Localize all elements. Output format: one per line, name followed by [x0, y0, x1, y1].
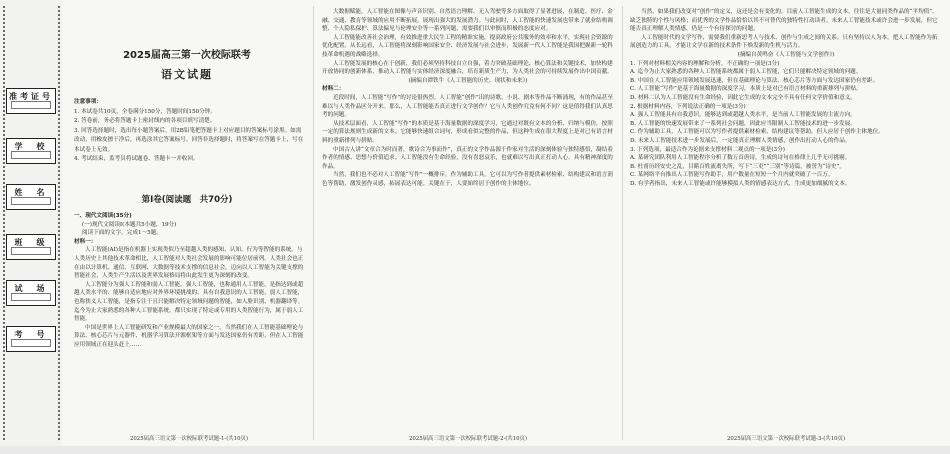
admission-number-box[interactable] [6, 88, 56, 114]
paragraph: 大数据赋能，人工智能在图像与声音识别、自然语言理解、无人驾驶等多方面取得了显著进展，在制造、医疗、金融、交通、教育等领域的应用不断拓展，展现出强大的发展潜力。与此同时，人工智能的快速发展也带来了就业结构调整、个人隐私保护、算法偏见与伦理安全等一系列问题，需要我们以审慎而积极的态度应对。 [322, 9, 613, 33]
seal-dotted-line [3, 6, 5, 440]
class-box[interactable] [6, 234, 56, 260]
question-stem: 2. 根据材料内容，下列说法正确的一项是(3分) [630, 103, 746, 110]
notes-block [74, 98, 304, 165]
paragraph: 人工智能(AI)是指在机器上实现类似乃至超越人类的感知、认知、行为等智能的系统。与人类历史上其他技术革命相比，人工智能对人类社会发展的影响可能位居前列。人类社会也正在由以计算机、通信、互联网、大数据等技术支撑的信息社会，迈向以人工智能为关键支撑的智能社会，人类生产生活以及世界发展格局将由此发生更为深刻的改变。 [74, 247, 304, 280]
paragraph: 从技术层面看，人工智能“写作”的本质是基于海量数据的深度学习，它通过对既有文本的分析、归纳与模仿，按照一定的算法规则生成新的文本。它能够快速组合词句，形成看似完整的作品，但这种生成在很大程度上是对已有语言材料的重新排列与拼贴。 [322, 120, 613, 144]
note-item: 4. 考试结束，监考员将试题卷、答题卡一并收回。 [74, 156, 199, 162]
subsection-heading: (一)现代文阅读Ⅰ(本题共5小题，19分) [82, 221, 177, 228]
seal-dotted-line [58, 6, 60, 440]
exam-title: 2025届高三第一次校际联考 [123, 50, 251, 61]
question-stem: 1. 下列对材料相关内容的理解和分析，不正确的一项是(3分) [630, 60, 780, 67]
paragraph: 当然，如果我们改变对“创作”的定义，这还是会有变化的。目前人工智能生成的文本，往往是大量同类作品的“平均值”，缺乏独特的个性与风格；而优秀的文学作品恰恰以其不可替代的独特性打动读者。未来人工智能技术或许会进一步发展，但它能否真正理解人类情感，仍是一个有待探讨的问题。 [630, 9, 938, 33]
paragraph: 人工智能分为强人工智能和弱人工智能。强人工智能，也称通用人工智能，是指达到或超越人类水平的、能够自适应地应对外界环境挑战的、具有自我意识的人工智能。弱人工智能，也称狭义人工智能，是指专注于且只能解决特定领域问题的智能，如人脸识别、机器翻译等。迄今为止大家熟悉的各种人工智能系统，都只实现了特定或专用的人类智能行为，属于弱人工智能。 [74, 281, 304, 323]
material-label: 材料二： [322, 86, 345, 93]
notes-heading: 注意事项： [74, 99, 102, 105]
question-option: B. 人工智能的快速发展带来了一系列社会问题，因此应当限制人工智能技术的进一步发展。 [630, 120, 856, 127]
paragraph: 中国是世界上人工智能研发和产业规模最大的国家之一。当然我们在人工智能基础理论与算法、核心芯片与元器件、机器学习算法开源框架等方面与发达国家仍有差距，但在人工智能应用领域正在迎头赶上…… [74, 324, 304, 348]
section-heading: 一、现代文阅读(35分) [74, 213, 132, 219]
note-item: 3. 回答选择题时，选出每小题答案后，用2B铅笔把答题卡上对应题目的答案标号涂黑。如需改动，用橡皮擦干净后，再选涂其它答案标号。回答非选择题时，将答案写在答题卡上，写在本试卷上无效。 [74, 127, 304, 153]
paragraph: 人工智能能改善社会治理，有效推进重大民生工程的精准实施，提高政府公共服务的效率和水平，实现社会资源的优化配置。从长远看，人工智能将深刻影响国家安全、经济发展与社会进步，发展新一代人工智能是我国把握新一轮科技革命机遇的战略选择。 [322, 34, 613, 58]
field-blank [11, 293, 51, 301]
field-label: 学 校 [14, 142, 48, 151]
question-option: C. 作为辅助工具，人工智能可以为写作者提供素材检索、结构建议等帮助，但人应居于创作主体地位。 [630, 129, 884, 136]
school-box[interactable] [6, 138, 56, 164]
question-stem: 3. 下列选项，最适合作为论据来支撑材料二观点的一项是(3分) [630, 146, 785, 153]
field-blank [11, 101, 51, 109]
material-label: 材料一： [74, 238, 97, 245]
question-option: D. 未来人工智能技术进一步发展后，一定能真正理解人类情感，创作出打动人心的作品。 [630, 137, 851, 144]
paragraph: 近段时间，人工智能“写作”的讨论很热烈。人工智能“创作”出的诗歌、小说、剧本等作品不断涌现，有的作品甚至难以与人类作品区分开来。那么，人工智能能否真正进行文学创作？它与人类创作究竟有何不同？这是值得我们认真思考的问题。 [322, 94, 613, 119]
question-option: A. 强人工智能具有自我意识，能够达到或超越人类水平，是当前人工智能发展的主流方向。 [630, 112, 856, 119]
field-label: 准考证号 [9, 92, 53, 101]
part-heading: 第Ⅰ卷(阅读题 共70分) [141, 195, 233, 205]
note-item: 2. 答卷前，务必将答题卡上密封线内的各项目填写清楚。 [74, 118, 216, 124]
page-footer: 2025届高三语文第一次校际联考试题-2-(共10页) [408, 436, 528, 442]
field-blank [11, 151, 51, 159]
page3-body [630, 8, 942, 454]
source-citation: (摘编自谭铁牛《人工智能的历史、现状和未来》) [408, 77, 528, 84]
question-option: A. 迄今为止大家熟悉的各种人工智能系统都属于弱人工智能，它们只能解决特定领域的问题。 [630, 69, 862, 76]
question-option: B. 杜甫历经安史之乱，目睹百姓流离失所，写下“三吏”“三别”等诗篇，被誉为“诗史”。 [630, 163, 846, 170]
field-label: 试 场 [14, 284, 48, 293]
exam-number-box[interactable] [6, 326, 56, 352]
page1-body [74, 212, 304, 350]
paragraph: 人工智能发展的核心在于创新，我们必须坚持科技自立自强，着力突破基础理论、核心算法和关键技术，加快构建开放协同的创新体系，推动人工智能与实体经济深度融合，培育新质生产力，为人类社会的可持续发展作出中国贡献。 [322, 60, 613, 76]
field-blank [11, 247, 51, 255]
note-item: 1. 本试卷共10页，全卷满分150分，答题时间150分钟。 [74, 108, 216, 115]
question-option: C. 某网络平台推出人工智能写作助手，用户数量在短短一个月内就突破了一百万。 [630, 172, 834, 179]
page-divider [622, 6, 623, 440]
page-divider [313, 6, 314, 440]
subject-title: 语文试题 [161, 68, 213, 81]
question-option: C. 人工智能“写作”是基于海量数据的深度学习，本质上是对已有语言材料的重新排列与拼贴。 [630, 86, 862, 93]
paragraph: 中国古人讲“文章合为时而著，歌诗合为事而作”，真正的文学作品源于作家对生活的深刻体验与独特感悟，凝结着作者的情感、思想与价值追求。人工智能没有生命经验，没有喜怒哀乐，也就难以写出真正打动人心、具有精神深度的作品。 [322, 146, 613, 170]
exam-room-box[interactable] [6, 280, 56, 306]
question-option: B. 中国在人工智能应用领域发展迅速，但在基础理论与算法、核心芯片等方面与发达国家仍有差距。 [630, 77, 879, 84]
field-blank [11, 339, 51, 347]
paragraph: 人工智能时代的文学写作，需要我们重新思考人与技术、创作与生成之间的关系。只有坚持以人为本，把人工智能作为拓展创造力的工具，才能让文学在新的技术条件下焕发新的生机与活力。 [630, 34, 938, 50]
paragraph: 当然，我们也不必对人工智能“写作”一概排斥。作为辅助工具，它可以为写作者提供素材检索、结构建议和语言润色等帮助，激发创作灵感，拓展表达可能。关键在于，人要始终居于创作的主体地位。 [322, 172, 613, 187]
field-label: 考 号 [14, 330, 48, 339]
question-option: D. 材料二认为人工智能没有生命经验，因此它生成的文本完全不具有任何文学价值和意义。 [630, 94, 856, 101]
field-label: 姓 名 [14, 188, 48, 197]
page-footer: 2025届高三语文第一次校际联考试题-3-(共10页) [726, 436, 846, 442]
binding-margin [0, 0, 62, 446]
reading-instruction: 阅读下面的文字，完成1～5题。 [82, 230, 162, 237]
question-option: A. 某研究团队利用人工智能程序分析了数万首唐诗，生成的诗句在格律上几乎无可挑剔。 [630, 155, 851, 162]
field-label: 班 级 [14, 238, 48, 247]
source-citation: (摘编自黄鸣奋《人工智能与文学创作》) [737, 51, 835, 58]
page2-body [322, 8, 614, 454]
name-box[interactable] [6, 184, 56, 210]
field-blank [11, 197, 51, 205]
question-option: D. 有学者指出，未来人工智能或许能够模拟人类的情感表达方式，生成更加细腻的文本。 [630, 180, 851, 187]
page-footer: 2025届高三语文第一次校际联考试题-1-(共10页) [129, 436, 249, 442]
